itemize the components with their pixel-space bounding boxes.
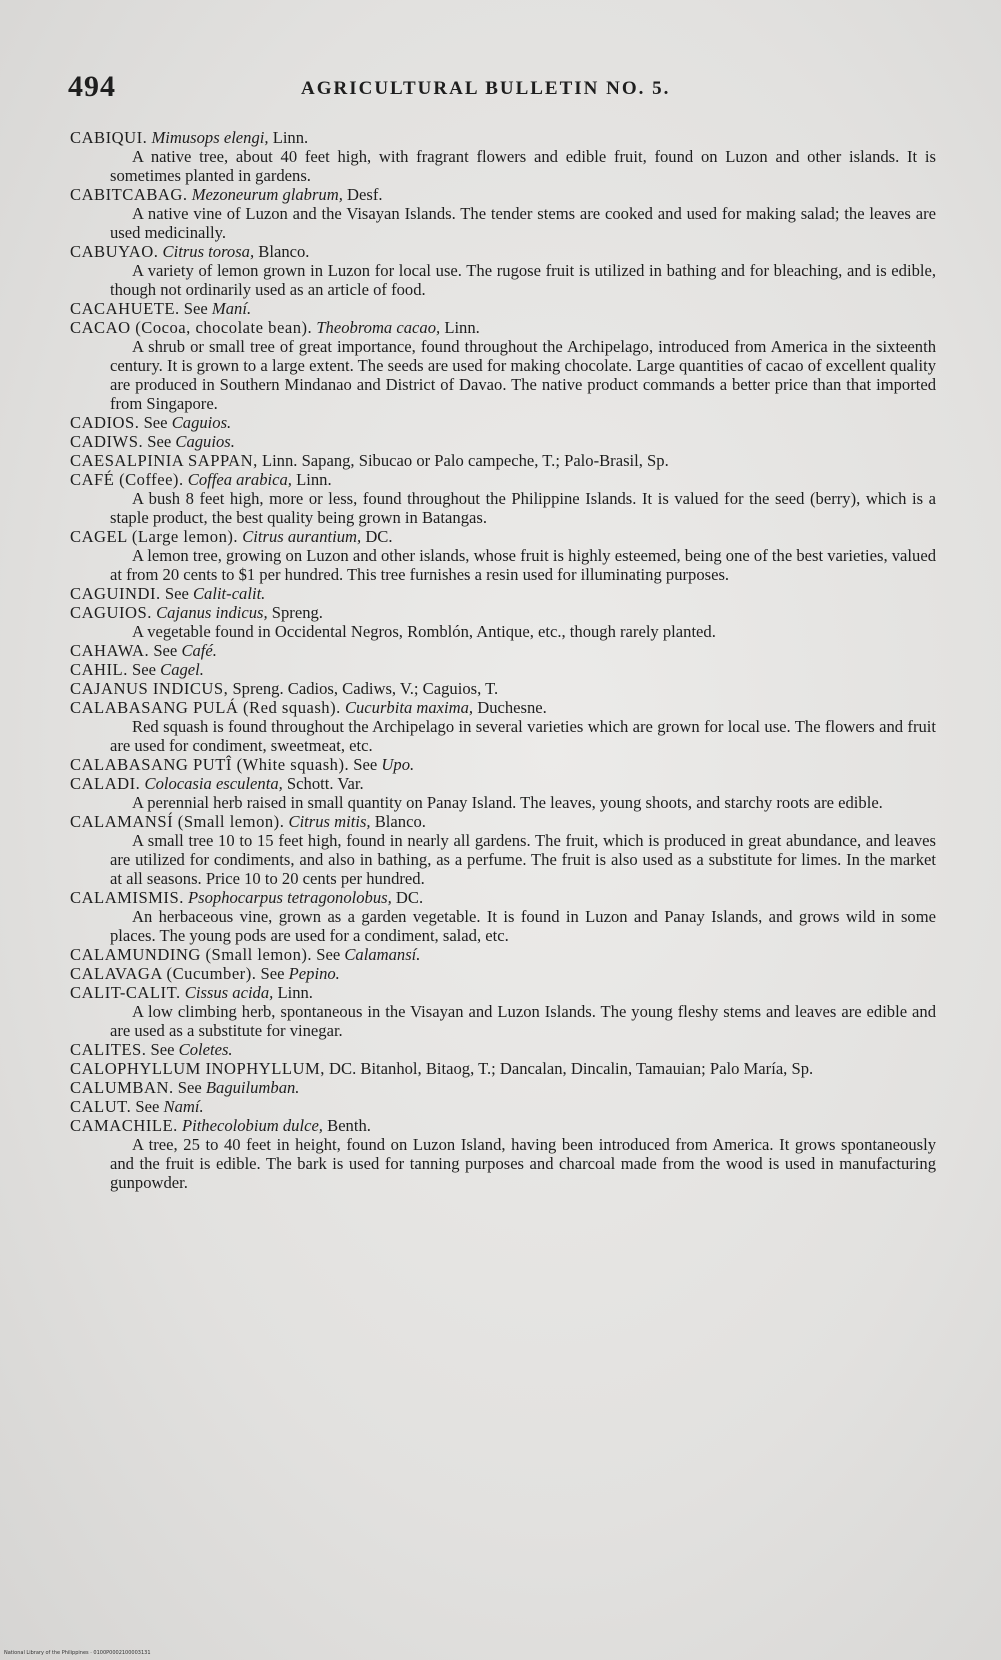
- entry-description: A variety of lemon grown in Luzon for local use. The rugose fruit is utilized in bathing and for bleaching, and is edible, though not ordinarily used as an article of food.: [110, 261, 936, 299]
- entry-description: A native vine of Luzon and the Visayan Islands. The tender stems are cooked and used for making salad; the leaves are used medicinally.: [110, 204, 936, 242]
- cross-reference-see: See: [260, 964, 285, 983]
- dictionary-entry: [70, 432, 936, 451]
- headword: CABIQUI.: [70, 128, 148, 147]
- entry-heading: [70, 299, 936, 318]
- headword: CACAO (Cocoa, chocolate bean).: [70, 318, 313, 337]
- cross-reference-target: Baguilumban.: [205, 1078, 300, 1097]
- entry-heading: [70, 641, 936, 660]
- headword: CALABASANG PULÁ (Red squash).: [70, 698, 341, 717]
- dictionary-entry: [70, 964, 936, 983]
- entry-description: A vegetable found in Occidental Negros, Romblón, Antique, etc., though rarely planted.: [132, 622, 716, 641]
- entry-description: A shrub or small tree of great importance, found throughout the Archipelago, introduced from America in the sixteenth century. It is grown to a large extent. The seeds are used for making chocolate. Large quantities of cacao of excellent quality are produced in Southern Mindanao and District of Davao. The native product commands a better price than that imported from Singapore.: [110, 337, 936, 413]
- cross-reference-see: See: [353, 755, 378, 774]
- dictionary-entry: [70, 1040, 936, 1059]
- authority: Linn.: [277, 983, 313, 1002]
- dictionary-entry: [70, 1097, 936, 1116]
- cross-reference-see: See: [183, 299, 208, 318]
- authority: Blanco.: [258, 242, 310, 261]
- entry-description: An herbaceous vine, grown as a garden vegetable. It is found in Luzon and Panay Islands, and grows wild in some places. The young pods are used for a condiment, salad, etc.: [110, 907, 936, 945]
- dictionary-entry: [70, 185, 936, 242]
- dictionary-entry: [70, 451, 936, 470]
- dictionary-entry: [70, 1116, 936, 1192]
- headword: CAFÉ (Coffee).: [70, 470, 184, 489]
- headword: CALITES.: [70, 1040, 147, 1059]
- cross-reference-target: Calamansí.: [344, 945, 421, 964]
- authority: DC.: [395, 888, 424, 907]
- entry-heading: [70, 755, 936, 774]
- scientific-name: Colocasia esculenta,: [144, 774, 283, 793]
- dictionary-entry: [70, 1059, 936, 1078]
- entry-heading: [70, 1040, 936, 1059]
- cross-reference-see: See: [164, 584, 189, 603]
- cross-reference-see: See: [150, 1040, 175, 1059]
- cross-reference-see: See: [143, 413, 168, 432]
- dictionary-entry: [70, 698, 936, 755]
- cross-reference-target: Namí.: [163, 1097, 204, 1116]
- page-header: [68, 70, 938, 110]
- cross-reference-see: See: [132, 660, 156, 679]
- dictionary-entry: [70, 584, 936, 603]
- authority: Linn.: [296, 470, 332, 489]
- dictionary-entry: [70, 318, 936, 413]
- entry-heading: [70, 318, 936, 337]
- authority: Schott. Var.: [286, 774, 364, 793]
- scientific-name: Mezoneurum glabrum,: [191, 185, 343, 204]
- dictionary-entry: [70, 1078, 936, 1097]
- dictionary-entries: [70, 128, 936, 1192]
- headword: CALUT.: [70, 1097, 132, 1116]
- scientific-name: Coffea arabica,: [187, 470, 292, 489]
- dictionary-entry: [70, 774, 936, 812]
- dictionary-entry: [70, 413, 936, 432]
- headword: CALAMANSÍ (Small lemon).: [70, 812, 285, 831]
- entry-description: A native tree, about 40 feet high, with fragrant flowers and edible fruit, found on Luzon and other islands. It is sometimes planted in gardens.: [110, 147, 936, 185]
- entry-heading: [70, 1059, 936, 1078]
- entry-heading: [70, 242, 936, 261]
- dictionary-entry: [70, 945, 936, 964]
- cross-reference-target: Upo.: [381, 755, 415, 774]
- headword: CALAMUNDING (Small lemon).: [70, 945, 313, 964]
- dictionary-entry: [70, 527, 936, 584]
- authority: Duchesne.: [477, 698, 547, 717]
- footer-credit: National Library of the Philippines · 0100P0002100003131: [4, 1650, 151, 1656]
- entry-heading: [70, 603, 936, 622]
- entry-heading: [70, 128, 936, 147]
- cross-reference-see: See: [147, 432, 172, 451]
- dictionary-entry: [70, 641, 936, 660]
- entry-description: Red squash is found throughout the Archipelago in several varieties which are grown for local use. The flowers and fruit are used for condiment, sweetmeat, etc.: [110, 717, 936, 755]
- authority: Linn.: [444, 318, 480, 337]
- scientific-name: Citrus aurantium,: [242, 527, 362, 546]
- entry-heading: [70, 413, 936, 432]
- headword: CAHAWA.: [70, 641, 150, 660]
- headword: CADIWS.: [70, 432, 144, 451]
- scientific-name: Cucurbita maxima,: [344, 698, 474, 717]
- headword: CAESALPINIA SAPPAN,: [70, 451, 258, 470]
- authority: Benth.: [327, 1116, 371, 1135]
- dictionary-entry: [70, 128, 936, 185]
- headword: CALABASANG PUTÎ (White squash).: [70, 755, 350, 774]
- headword: CALIT-CALIT.: [70, 983, 181, 1002]
- authority: Spreng. Cadios, Cadiws, V.; Caguios, T.: [232, 679, 499, 698]
- dictionary-entry: [70, 888, 936, 945]
- headword: CALAVAGA (Cucumber).: [70, 964, 257, 983]
- scientific-name: Mimusops elengi,: [151, 128, 269, 147]
- entry-heading: [70, 888, 936, 907]
- dictionary-entry: [70, 470, 936, 527]
- cross-reference-target: Cagel.: [160, 660, 204, 679]
- scientific-name: Citrus mitis,: [288, 812, 371, 831]
- authority: DC.: [365, 527, 393, 546]
- headword: CALUMBAN.: [70, 1078, 174, 1097]
- headword: CAHIL.: [70, 660, 128, 679]
- authority: Spreng.: [271, 603, 323, 622]
- headword: CAMACHILE.: [70, 1116, 178, 1135]
- authority: Linn. Sapang, Sibucao or Palo campeche, T.; Palo-Brasil, Sp.: [261, 451, 669, 470]
- cross-reference-target: Pepino.: [288, 964, 340, 983]
- headword: CALADI.: [70, 774, 141, 793]
- cross-reference-target: Calit-calit.: [192, 584, 266, 603]
- dictionary-entry: [70, 299, 936, 318]
- entry-heading: [70, 451, 936, 470]
- cross-reference-see: See: [135, 1097, 160, 1116]
- entry-heading: [70, 945, 936, 964]
- headword: CALOPHYLLUM INOPHYLLUM,: [70, 1059, 325, 1078]
- dictionary-entry: [70, 660, 936, 679]
- entry-heading: [70, 1097, 936, 1116]
- headword: CAGEL (Large lemon).: [70, 527, 239, 546]
- entry-heading: [70, 660, 936, 679]
- authority: DC. Bitanhol, Bitaog, T.; Dancalan, Dincalin, Tamauian; Palo María, Sp.: [329, 1059, 814, 1078]
- entry-heading: [70, 527, 936, 546]
- entry-heading: [70, 964, 936, 983]
- authority: Linn.: [272, 128, 309, 147]
- dictionary-entry: [70, 679, 936, 698]
- page-number: 494: [68, 70, 116, 103]
- entry-description: A lemon tree, growing on Luzon and other islands, whose fruit is highly esteemed, being one of the best varieties, valued at from 20 cents to $1 per hundred. This tree furnishes a resin used for illuminating purposes.: [110, 546, 936, 584]
- entry-heading: [70, 185, 936, 204]
- entry-heading: [70, 1116, 936, 1135]
- entry-heading: [70, 470, 936, 489]
- authority: Desf.: [347, 185, 383, 204]
- entry-heading: [70, 698, 936, 717]
- entry-heading: [70, 584, 936, 603]
- cross-reference-target: Maní.: [211, 299, 252, 318]
- scientific-name: Pithecolobium dulce,: [181, 1116, 323, 1135]
- dictionary-entry: [70, 812, 936, 888]
- headword: CALAMISMIS.: [70, 888, 184, 907]
- scientific-name: Psophocarpus tetragonolobus,: [188, 888, 392, 907]
- cross-reference-target: Caguios.: [171, 413, 232, 432]
- headword: CADIOS.: [70, 413, 140, 432]
- entry-heading: [70, 812, 936, 831]
- entry-heading: [70, 432, 936, 451]
- entry-description: A small tree 10 to 15 feet high, found in nearly all gardens. The fruit, which is produced in great abundance, and leaves are utilized for condiments, and also in bathing, as a perfume. The fruit is also used as a substitute for limes. In the market at all seasons. Price 10 to 20 cents per hundred.: [110, 831, 936, 888]
- entry-heading: [70, 1078, 936, 1097]
- scientific-name: Citrus torosa,: [162, 242, 255, 261]
- cross-reference-target: Coletes.: [178, 1040, 233, 1059]
- cross-reference-see: See: [316, 945, 341, 964]
- dictionary-entry: [70, 983, 936, 1040]
- headword: CAGUINDI.: [70, 584, 161, 603]
- scientific-name: Theobroma cacao,: [316, 318, 441, 337]
- scientific-name: Cissus acida,: [184, 983, 274, 1002]
- entry-description: A low climbing herb, spontaneous in the Visayan and Luzon Islands. The young fleshy stems and leaves are edible and are used as a substitute for vinegar.: [110, 1002, 936, 1040]
- scientific-name: Cajanus indicus,: [156, 603, 268, 622]
- entry-description: A bush 8 feet high, more or less, found throughout the Philippine Islands. It is valued for the seed (berry), which is a staple product, the best quality being grown in Batangas.: [110, 489, 936, 527]
- dictionary-entry: [70, 603, 936, 641]
- dictionary-entry: [70, 242, 936, 299]
- entry-heading: [70, 774, 936, 793]
- headword: CABUYAO.: [70, 242, 159, 261]
- authority: Blanco.: [374, 812, 426, 831]
- cross-reference-target: Caguios.: [175, 432, 235, 451]
- headword: CABITCABAG.: [70, 185, 188, 204]
- headword: CACAHUETE.: [70, 299, 180, 318]
- cross-reference-target: Café.: [181, 641, 217, 660]
- entry-heading: [70, 679, 936, 698]
- entry-heading: [70, 983, 936, 1002]
- running-title: AGRICULTURAL BULLETIN NO. 5.: [301, 78, 671, 99]
- entry-description: A perennial herb raised in small quantity on Panay Island. The leaves, young shoots, and starchy roots are edible.: [132, 793, 883, 812]
- cross-reference-see: See: [177, 1078, 202, 1097]
- headword: CAGUIOS.: [70, 603, 152, 622]
- headword: CAJANUS INDICUS,: [70, 679, 229, 698]
- dictionary-entry: [70, 755, 936, 774]
- cross-reference-see: See: [153, 641, 178, 660]
- entry-description: A tree, 25 to 40 feet in height, found on Luzon Island, having been introduced from America. It grows spontaneously and the fruit is edible. The bark is used for tanning purposes and charcoal made from the wood is used in manufacturing gunpowder.: [110, 1135, 936, 1192]
